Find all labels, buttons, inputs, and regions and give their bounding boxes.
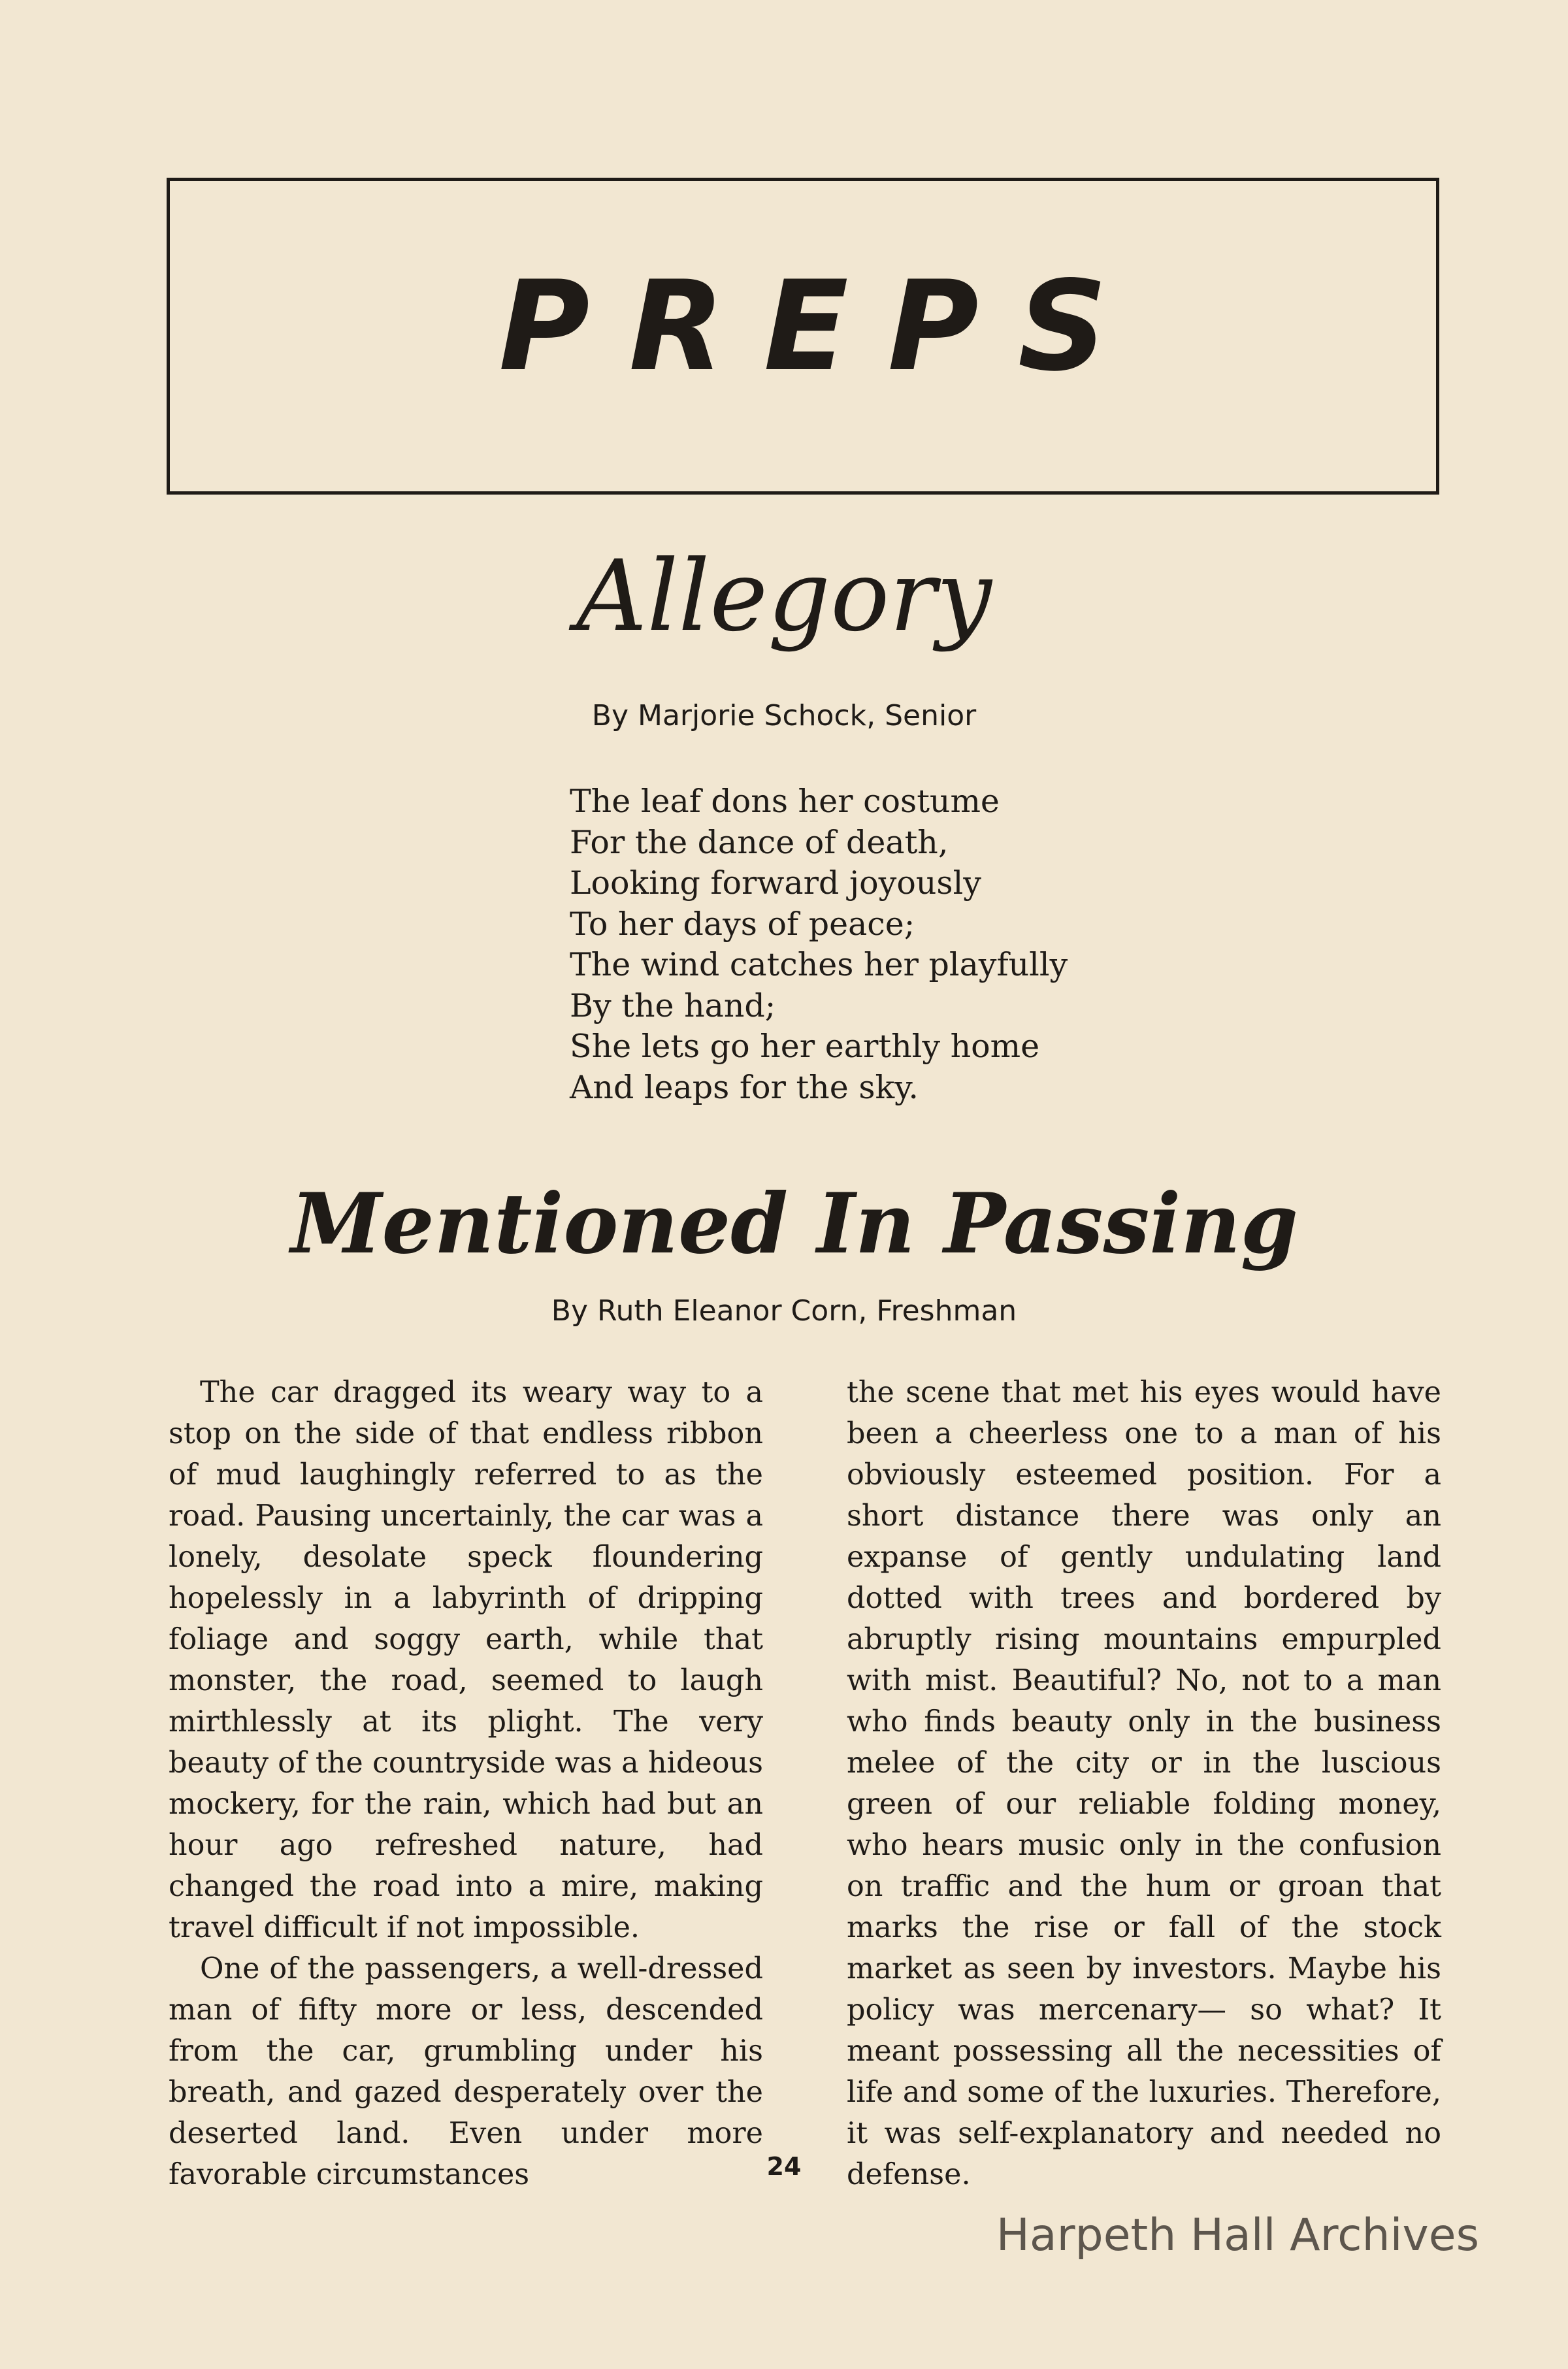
poem-line: The wind catches her playfully bbox=[570, 946, 1068, 983]
poem-body bbox=[570, 781, 1068, 1108]
archive-watermark: Harpeth Hall Archives bbox=[996, 2210, 1479, 2261]
section-header-box bbox=[167, 178, 1439, 495]
poem-line: To her days of peace; bbox=[570, 905, 915, 943]
section-title: PREPS bbox=[498, 254, 1147, 399]
poem-line: And leaps for the sky. bbox=[570, 1068, 919, 1106]
story-column-right bbox=[847, 1372, 1441, 2195]
story-paragraph: The car dragged its weary way to a stop on the side of that endless ribbon of mud laughingly referred to as the road. Pausing uncertainly, the car was a lonely, desolate speck floundering hopelessly in a labyrinth of dripping foliage and soggy earth, while that monster, the road, seemed to laugh mirthlessly at its plight. The very beauty of the countryside was a hideous mockery, for the rain, which had but an hour ago refreshed nature, had changed the road into a mire, making travel difficult if not impossible. bbox=[169, 1376, 763, 1944]
poem-line: The leaf dons her costume bbox=[570, 783, 1000, 820]
story-column-left bbox=[169, 1372, 763, 2195]
poem-line: Looking forward joyously bbox=[570, 864, 981, 902]
story-byline: By Ruth Eleanor Corn, Freshman bbox=[551, 1294, 1017, 1328]
poem-line: She lets go her earthly home bbox=[570, 1028, 1040, 1065]
poem-title: Allegory bbox=[576, 540, 992, 653]
poem-line: By the hand; bbox=[570, 987, 776, 1024]
poem-byline: By Marjorie Schock, Senior bbox=[591, 699, 977, 732]
story-title: Mentioned In Passing bbox=[291, 1175, 1298, 1272]
story-paragraph: One of the passengers, a well-dressed man of fifty more or less, descended from the car, grumbling under his breath, and gazed desperately over the deserted land. Even under more favorable circumstances bbox=[169, 1952, 763, 2191]
poem-line: For the dance of death, bbox=[570, 823, 949, 861]
story-paragraph: the scene that met his eyes would have been a cheerless one to a man of his obviously esteemed position. For a short distance there was only an expanse of gently undulating land dotted with trees and bordered by abruptly rising mountains empurpled with mist. Beautiful? No, not to a man who finds beauty only in the business melee of the city or in the luscious green of our reliable folding money, who hears music only in the confusion on traffic and the hum or groan that marks the rise or fall of the stock market as seen by investors. Maybe his policy was mercenary— so what? It meant possessing all the necessities of life and some of the luxuries. Therefore, it was self-explanatory and needed no defense. bbox=[847, 1376, 1441, 2191]
page-number: 24 bbox=[766, 2152, 802, 2181]
